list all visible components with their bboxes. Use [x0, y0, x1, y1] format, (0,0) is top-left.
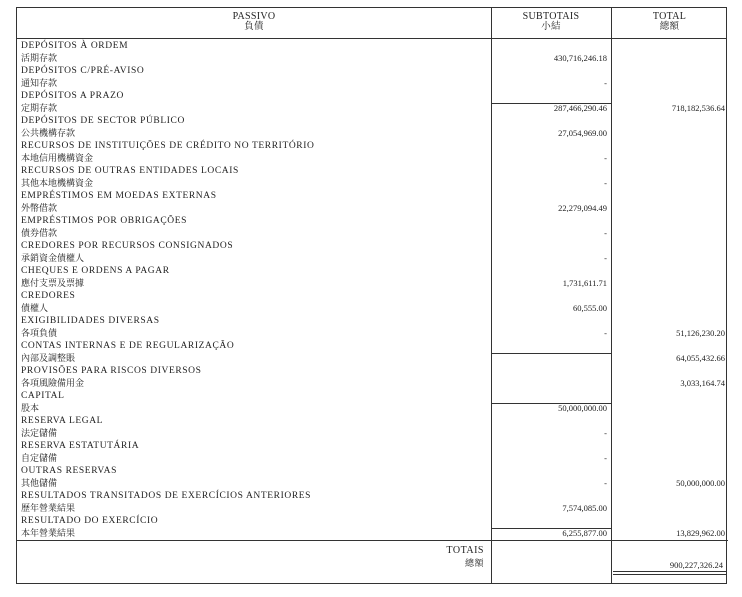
double-underline [613, 574, 726, 575]
table-row [17, 440, 728, 465]
row-label-zh: 法定儲備 [21, 428, 58, 438]
header-subtotais [491, 11, 611, 33]
row-label-pt: PROVISÕES PARA RISCOS DIVERSOS [21, 366, 202, 376]
table-row [17, 515, 728, 540]
row-subtotal: - [604, 153, 607, 163]
totals-rule [17, 540, 728, 541]
row-label-zh: 公共機構存款 [21, 128, 76, 138]
row-label-zh: 承銷資金債權人 [21, 253, 85, 263]
table-row [17, 340, 728, 365]
row-label-pt: DEPÓSITOS DE SECTOR PÚBLICO [21, 116, 185, 126]
row-label-zh: 外幣借款 [21, 203, 58, 213]
row-total: 13,829,962.00 [676, 528, 725, 538]
row-label-pt: RESERVA ESTATUTÁRIA [21, 441, 140, 451]
row-label-zh: 內部及調整賬 [21, 353, 76, 363]
row-label-zh: 本地信用機構資金 [21, 153, 94, 163]
row-label-pt: OUTRAS RESERVAS [21, 466, 117, 476]
totals-label-zh: 總額 [464, 558, 484, 568]
header-passivo [17, 11, 491, 33]
row-label-pt: RECURSOS DE OUTRAS ENTIDADES LOCAIS [21, 166, 239, 176]
row-total: 3,033,164.74 [680, 378, 725, 388]
row-label-zh: 歷年營業結果 [21, 503, 76, 513]
row-subtotal: 22,279,094.49 [558, 203, 607, 213]
header-total-zh: 總額 [659, 22, 680, 32]
totals-label-pt: TOTAIS [446, 545, 484, 556]
row-total: 64,055,432.66 [676, 353, 725, 363]
table-row [17, 265, 728, 290]
row-subtotal: 50,000,000.00 [558, 403, 607, 413]
header-passivo-pt: PASSIVO [232, 11, 276, 22]
table-row [17, 415, 728, 440]
row-subtotal: - [604, 78, 607, 88]
row-subtotal: 27,054,969.00 [558, 128, 607, 138]
row-label-pt: DEPÓSITOS C/PRÉ-AVISO [21, 66, 145, 76]
row-subtotal: 6,255,877.00 [562, 528, 607, 538]
row-label-zh: 通知存款 [21, 78, 58, 88]
header-passivo-zh: 負債 [244, 22, 264, 32]
row-subtotal: - [604, 178, 607, 188]
row-label-zh: 定期存款 [21, 103, 58, 113]
row-label-zh: 自定儲備 [21, 453, 58, 463]
table-row [17, 240, 728, 265]
row-label-pt: DEPÓSITOS À ORDEM [21, 41, 129, 51]
row-subtotal: 430,716,246.18 [553, 53, 607, 63]
row-label-zh: 其他儲備 [21, 478, 58, 488]
row-label-zh: 活期存款 [21, 53, 58, 63]
table-row [17, 165, 728, 190]
row-label-pt: RESERVA LEGAL [21, 416, 104, 426]
row-subtotal: - [604, 228, 607, 238]
row-subtotal: - [604, 453, 607, 463]
row-label-pt: RESULTADO DO EXERCÍCIO [21, 516, 159, 526]
row-label-zh: 債券借款 [21, 228, 58, 238]
row-label-zh: 其他本地機構資金 [21, 178, 94, 188]
row-subtotal: 1,731,611.71 [562, 278, 607, 288]
table-row [17, 315, 728, 340]
row-label-pt: DEPÓSITOS A PRAZO [21, 91, 124, 101]
row-subtotal: - [604, 478, 607, 488]
table-row [17, 65, 728, 90]
table-row [17, 190, 728, 215]
row-total: 50,000,000.00 [676, 478, 725, 488]
row-label-pt: EMPRÉSTIMOS EM MOEDAS EXTERNAS [21, 191, 217, 201]
row-label-zh: 應付支票及票據 [21, 278, 85, 288]
row-subtotal: - [604, 253, 607, 263]
row-label-pt: CHEQUES E ORDENS A PAGAR [21, 266, 170, 276]
row-total: 51,126,230.20 [676, 328, 725, 338]
double-underline [613, 571, 726, 572]
header-subtotais-zh: 小結 [541, 22, 561, 32]
table-row [17, 365, 728, 390]
row-label-pt: CONTAS INTERNAS E DE REGULARIZAÇÃO [21, 341, 235, 351]
row-label-pt: CREDORES [21, 291, 76, 301]
row-subtotal: - [604, 428, 607, 438]
row-label-pt: CAPITAL [21, 391, 65, 401]
row-subtotal: 287,466,290.46 [553, 103, 607, 113]
liabilities-table [16, 7, 727, 584]
table-row [17, 390, 728, 415]
totals-value: 900,227,326.24 [669, 560, 723, 570]
row-subtotal: - [604, 328, 607, 338]
row-label-zh: 各項風險備用金 [21, 378, 85, 388]
row-label-zh: 本年營業結果 [21, 528, 76, 538]
table-row [17, 215, 728, 240]
row-label-zh: 各項負債 [21, 328, 58, 338]
table-row [17, 40, 728, 65]
table-row [17, 90, 728, 115]
row-label-pt: RECURSOS DE INSTITUIÇÕES DE CRÉDITO NO TERRITÓRIO [21, 141, 315, 151]
row-label-pt: RESULTADOS TRANSITADOS DE EXERCÍCIOS ANTERIORES [21, 491, 312, 501]
table-row [17, 140, 728, 165]
table-row [17, 465, 728, 490]
table-row [17, 115, 728, 140]
row-label-pt: CREDORES POR RECURSOS CONSIGNADOS [21, 241, 234, 251]
header-total [611, 11, 728, 33]
table-header [17, 8, 726, 39]
row-label-zh: 債權人 [21, 303, 49, 313]
header-subtotais-pt: SUBTOTAIS [522, 11, 580, 22]
row-subtotal: 60,555.00 [573, 303, 607, 313]
row-label-pt: EXIGIBILIDADES DIVERSAS [21, 316, 160, 326]
row-subtotal: 7,574,085.00 [562, 503, 607, 513]
table-row [17, 290, 728, 315]
header-total-pt: TOTAL [652, 11, 687, 22]
row-total: 718,182,536.64 [671, 103, 725, 113]
table-row [17, 490, 728, 515]
totals-label [446, 545, 484, 569]
row-label-zh: 股本 [21, 403, 40, 413]
row-label-pt: EMPRÉSTIMOS POR OBRIGAÇÕES [21, 216, 188, 226]
